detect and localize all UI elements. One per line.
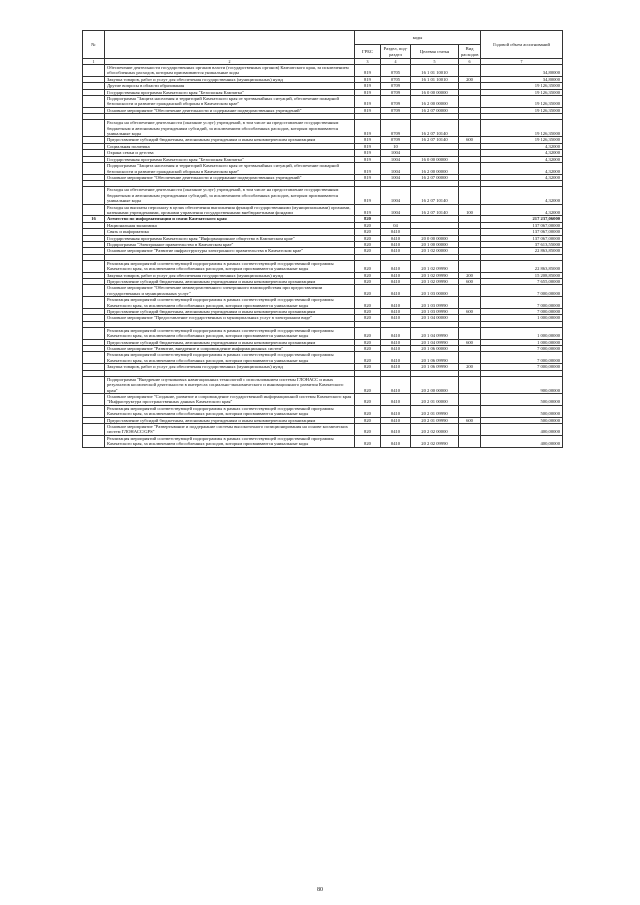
row-grbs: 820 (355, 364, 381, 370)
row-name: Социальная политика (105, 143, 355, 149)
row-vid: 200 (459, 272, 481, 278)
row-sum: 15 208,85000 (481, 272, 563, 278)
row-name: Основное мероприятие "Создание, развитие и сопровождение государственной информационной системы Камчатского края "Инфраструктура пространственных данных Камчатского края" (105, 393, 355, 405)
row-target-article: 20 1 02 09990 (411, 260, 459, 272)
row-name: Расходы на обеспечение деятельности (оказание услуг) учреждений, в том числе на предоставление государственным бюджетным и автономным учреждениям субсидий, за исключением обособленных расходов, которым присваиваются уникальные коды (105, 120, 355, 137)
row-grbs: 820 (355, 339, 381, 345)
row-target-article: 20 1 04 09990 (411, 339, 459, 345)
row-name: Основное мероприятие "Предоставление государственных и муниципальных услуг в электронном виде" (105, 315, 355, 321)
row-vid (459, 435, 481, 447)
row-razdel: 1004 (381, 163, 411, 175)
row-sum: 400,00000 (481, 435, 563, 447)
row-name: Основное мероприятие "Обеспечение межведомственного электронного взаимодействия при предоставлении государственных и муниципальных услуг" (105, 285, 355, 297)
col-number: 6 (459, 59, 481, 65)
row-target-article: 20 1 06 09990 (411, 352, 459, 364)
row-razdel: 0410 (381, 241, 411, 247)
row-razdel: 0410 (381, 327, 411, 339)
row-number (83, 96, 105, 108)
row-sum: 137 067,00000 (481, 222, 563, 228)
row-target-article: 20 1 02 09990 (411, 272, 459, 278)
row-name: Государственная программа Камчатского края "Безопасная Камчатка" (105, 89, 355, 95)
row-vid (459, 423, 481, 435)
budget-table-page (82, 30, 562, 448)
row-target-article: 20 1 04 09990 (411, 327, 459, 339)
row-grbs: 819 (355, 150, 381, 156)
row-razdel: 0410 (381, 364, 411, 370)
row-grbs: 820 (355, 376, 381, 393)
row-grbs: 820 (355, 435, 381, 447)
row-razdel: 0410 (381, 315, 411, 321)
row-grbs: 820 (355, 405, 381, 417)
row-target-article: 20 2 01 00000 (411, 393, 459, 405)
row-grbs: 820 (355, 235, 381, 241)
row-sum: 7 000,00000 (481, 285, 563, 297)
row-sum: 22 863,85000 (481, 260, 563, 272)
row-sum: 217 237,06000 (481, 216, 563, 222)
table-row (83, 423, 563, 435)
table-body (83, 65, 563, 448)
row-sum: 137 067,00000 (481, 235, 563, 241)
table-row (83, 352, 563, 364)
row-vid (459, 327, 481, 339)
row-vid: 600 (459, 309, 481, 315)
row-razdel: 0410 (381, 235, 411, 241)
row-name: Реализация мероприятий соответствующей подпрограммы в рамках соответствующей государственной программы Камчатского края, за исключением обособленных расходов, которым присваиваются уникальные коды (105, 327, 355, 339)
row-grbs: 820 (355, 417, 381, 423)
row-sum: 7 000,00000 (481, 364, 563, 370)
row-grbs: 819 (355, 156, 381, 162)
row-vid: 100 (459, 204, 481, 216)
row-number (83, 285, 105, 297)
row-sum: 19 126,35000 (481, 83, 563, 89)
row-grbs: 820 (355, 423, 381, 435)
row-razdel: 0410 (381, 435, 411, 447)
row-number (83, 393, 105, 405)
row-razdel: 0410 (381, 405, 411, 417)
table-row (83, 96, 563, 108)
row-name: Подпрограмма "Внедрение спутниковых навигационных технологий с использованием системы ГЛОНАСС и иных результатов космической деятельности в интересах социально-экономического и инновационного развития Камчатского края" (105, 376, 355, 393)
row-name: Реализация мероприятий соответствующей подпрограммы в рамках соответствующей государственной программы Камчатского края, за исключением обособленных расходов, которым присваиваются уникальные коды (105, 352, 355, 364)
row-grbs: 819 (355, 163, 381, 175)
table-row (83, 376, 563, 393)
row-name: Охрана семьи и детства (105, 150, 355, 156)
row-razdel: 0410 (381, 346, 411, 352)
row-sum: 500,00000 (481, 405, 563, 417)
col-number: 4 (381, 59, 411, 65)
row-sum: 500,00000 (481, 393, 563, 405)
row-vid (459, 376, 481, 393)
row-grbs: 819 (355, 65, 381, 77)
row-sum: 4,32000 (481, 204, 563, 216)
table-row (83, 393, 563, 405)
row-target-article: 20 2 02 00000 (411, 423, 459, 435)
row-target-article: 16 2 07 00000 (411, 107, 459, 113)
row-grbs: 820 (355, 279, 381, 285)
row-target-article: 16 1 01 10010 (411, 65, 459, 77)
header-volume: Годовой объем ассигнований (481, 31, 563, 59)
row-vid: 200 (459, 76, 481, 82)
row-grbs: 820 (355, 346, 381, 352)
row-target-article: 20 1 03 00000 (411, 285, 459, 297)
row-razdel: 1004 (381, 174, 411, 180)
row-vid (459, 297, 481, 309)
row-razdel: 0410 (381, 272, 411, 278)
row-name: Основное мероприятие "Обеспечение деятельности и содержание подведомственных учреждений" (105, 174, 355, 180)
row-sum: 4,32000 (481, 187, 563, 204)
col-number: 3 (355, 59, 381, 65)
row-razdel: 0410 (381, 339, 411, 345)
row-razdel: 0709 (381, 120, 411, 137)
row-sum: 19 126,35000 (481, 107, 563, 113)
row-sum: 4,32000 (481, 156, 563, 162)
row-name: Другие вопросы в области образования (105, 83, 355, 89)
row-grbs: 820 (355, 222, 381, 228)
row-grbs: 819 (355, 76, 381, 82)
row-sum: 400,00000 (481, 423, 563, 435)
row-name: Закупка товаров, работ и услуг для обеспечения государственных (муниципальных) нужд (105, 76, 355, 82)
row-razdel: 0709 (381, 83, 411, 89)
row-target-article: 16 2 07 10140 (411, 204, 459, 216)
row-name: Обеспечение деятельности государственных органов власти (государственных органов) Камчатского края, за исключением обособленных расходов, которым присваиваются уникальные коды (105, 65, 355, 77)
table-row (83, 120, 563, 137)
row-razdel: 10 (381, 143, 411, 149)
row-name: Государственная программа Камчатского края "Безопасная Камчатка" (105, 156, 355, 162)
row-grbs: 820 (355, 393, 381, 405)
row-razdel: 1004 (381, 187, 411, 204)
row-target-article: 20 1 00 00000 (411, 241, 459, 247)
row-razdel: 0709 (381, 107, 411, 113)
row-grbs: 820 (355, 327, 381, 339)
row-grbs: 820 (355, 241, 381, 247)
row-grbs: 820 (355, 315, 381, 321)
row-sum: 34,80000 (481, 65, 563, 77)
row-grbs: 820 (355, 297, 381, 309)
row-number (83, 352, 105, 364)
header-codes: коды (355, 31, 481, 45)
header-target: Целевая статья (411, 45, 459, 59)
row-number: 16 (83, 216, 105, 222)
row-sum: 19 126,35000 (481, 89, 563, 95)
row-name: Предоставление субсидий бюджетным, автономным учреждениям и иным некоммерческим организациям (105, 137, 355, 143)
row-target-article: 16 2 07 10140 (411, 137, 459, 143)
row-name: Закупка товаров, работ и услуг для обеспечения государственных (муниципальных) нужд (105, 272, 355, 278)
row-target-article: 16 2 07 10140 (411, 120, 459, 137)
row-sum: 19 126,35000 (481, 137, 563, 143)
row-razdel: 0410 (381, 376, 411, 393)
row-name: Национальная экономика (105, 222, 355, 228)
row-number (83, 260, 105, 272)
row-sum: 7 000,00000 (481, 309, 563, 315)
header-grbs: ГРБС (355, 45, 381, 59)
row-razdel: 0709 (381, 96, 411, 108)
row-razdel: 0410 (381, 417, 411, 423)
row-grbs: 820 (355, 216, 381, 222)
row-name: Предоставление субсидий бюджетным, автономным учреждениям и иным некоммерческим организациям (105, 417, 355, 423)
row-target-article: 16 2 07 00000 (411, 174, 459, 180)
row-sum: 1 000,00000 (481, 339, 563, 345)
row-razdel: 0410 (381, 393, 411, 405)
row-number (83, 204, 105, 216)
row-vid: 600 (459, 137, 481, 143)
table-row (83, 187, 563, 204)
row-target-article: 20 1 03 09990 (411, 309, 459, 315)
row-vid (459, 352, 481, 364)
row-sum: 1 000,00000 (481, 327, 563, 339)
row-target-article: 20 0 00 00000 (411, 235, 459, 241)
row-grbs: 819 (355, 120, 381, 137)
row-grbs: 819 (355, 187, 381, 204)
row-vid (459, 96, 481, 108)
row-vid (459, 65, 481, 77)
row-target-article: 20 2 02 09990 (411, 435, 459, 447)
col-number: 5 (411, 59, 459, 65)
row-name: Подпрограмма "Защита населения и территорий Камчатского края от чрезвычайных ситуаций, обеспечение пожарной безопасности и развитие гражданской обороны в Камчатском крае" (105, 96, 355, 108)
row-razdel: 0410 (381, 285, 411, 297)
row-sum: 19 126,35000 (481, 96, 563, 108)
row-grbs: 819 (355, 107, 381, 113)
row-name: Реализация мероприятий соответствующей подпрограммы в рамках соответствующей государственной программы Камчатского края, за исключением обособленных расходов, которым присваиваются уникальные коды (105, 260, 355, 272)
row-name: Предоставление субсидий бюджетным, автономным учреждениям и иным некоммерческим организациям (105, 309, 355, 315)
row-name: Предоставление субсидий бюджетным, автономным учреждениям и иным некоммерческим организациям (105, 339, 355, 345)
row-sum: 22 863,85000 (481, 248, 563, 254)
table-row (83, 297, 563, 309)
row-razdel: 0410 (381, 423, 411, 435)
row-grbs: 820 (355, 229, 381, 235)
row-sum: 7 000,00000 (481, 297, 563, 309)
row-vid (459, 260, 481, 272)
table-row (83, 204, 563, 216)
table-row (83, 285, 563, 297)
row-sum: 4,32000 (481, 174, 563, 180)
table-row (83, 435, 563, 447)
row-number (83, 297, 105, 309)
row-vid (459, 120, 481, 137)
row-vid (459, 187, 481, 204)
row-target-article: 20 1 06 00000 (411, 346, 459, 352)
row-name: Государственная программа Камчатского края "Информационное общество в Камчатском крае" (105, 235, 355, 241)
row-razdel: 0410 (381, 297, 411, 309)
row-number (83, 435, 105, 447)
row-number (83, 423, 105, 435)
row-vid: 600 (459, 279, 481, 285)
row-sum: 4,32000 (481, 143, 563, 149)
row-target-article: 20 1 02 09990 (411, 279, 459, 285)
row-target-article: 16 2 00 00000 (411, 163, 459, 175)
row-number (83, 376, 105, 393)
row-razdel: 1004 (381, 156, 411, 162)
row-grbs: 819 (355, 137, 381, 143)
row-name: Реализация мероприятий соответствующей подпрограммы в рамках соответствующей государственной программы Камчатского края, за исключением обособленных расходов, которым присваиваются уникальные коды (105, 297, 355, 309)
col-number: 7 (481, 59, 563, 65)
row-name: Предоставление субсидий бюджетным, автономным учреждениям и иным некоммерческим организациям (105, 279, 355, 285)
row-sum: 137 067,00000 (481, 229, 563, 235)
row-grbs: 820 (355, 309, 381, 315)
row-razdel: 1004 (381, 204, 411, 216)
header-razdel: Раздел, под-раздел (381, 45, 411, 59)
row-grbs: 820 (355, 260, 381, 272)
row-target-article: 20 1 04 00000 (411, 315, 459, 321)
row-razdel: 1004 (381, 150, 411, 156)
row-razdel: 0705 (381, 76, 411, 82)
table-row (83, 405, 563, 417)
row-sum: 19 126,35000 (481, 120, 563, 137)
budget-table (82, 30, 563, 448)
row-grbs: 820 (355, 352, 381, 364)
header-num: № (83, 31, 105, 59)
row-sum: 7 000,00000 (481, 352, 563, 364)
row-name: Закупка товаров, работ и услуг для обеспечения государственных (муниципальных) нужд (105, 364, 355, 370)
table-row (83, 163, 563, 175)
row-grbs: 819 (355, 204, 381, 216)
row-grbs: 820 (355, 272, 381, 278)
row-target-article: 16 0 00 00000 (411, 156, 459, 162)
row-grbs: 820 (355, 248, 381, 254)
row-vid (459, 285, 481, 297)
row-grbs: 819 (355, 96, 381, 108)
row-name: Реализация мероприятий соответствующей подпрограммы в рамках соответствующей государственной программы Камчатского края, за исключением обособленных расходов, которым присваиваются уникальные коды (105, 435, 355, 447)
row-razdel: 0410 (381, 309, 411, 315)
row-number (83, 327, 105, 339)
table-row (83, 327, 563, 339)
row-razdel: 0410 (381, 248, 411, 254)
col-number: 2 (105, 59, 355, 65)
row-razdel: 0709 (381, 89, 411, 95)
row-name: Агентство по информатизации и связи Камчатского края (105, 216, 355, 222)
row-razdel: 0705 (381, 65, 411, 77)
row-number (83, 405, 105, 417)
row-name: Основное мероприятие "Развертывание и поддержание системы высокоточного позиционирования на основе космических систем ГЛОНАСС/GPS" (105, 423, 355, 435)
row-razdel: 0410 (381, 229, 411, 235)
row-name: Основное мероприятие "Обеспечение деятельности и содержание подведомственных учреждений" (105, 107, 355, 113)
row-target-article: 16 0 00 00000 (411, 89, 459, 95)
row-target-article: 20 2 01 09990 (411, 405, 459, 417)
row-target-article: 16 2 00 00000 (411, 96, 459, 108)
row-sum: 1 000,00000 (481, 315, 563, 321)
row-name: Подпрограмма "Защита населения и территорий Камчатского края от чрезвычайных ситуаций, обеспечение пожарной безопасности и развитие гражданской обороны в Камчатском крае" (105, 163, 355, 175)
row-target-article: 16 2 07 10140 (411, 187, 459, 204)
row-vid (459, 393, 481, 405)
row-name: Расходы на обеспечение деятельности (оказание услуг) учреждений, в том числе на предоставление государственным бюджетным и автономным учреждениям субсидий, за исключением обособленных расходов, которым присваиваются уникальные коды (105, 187, 355, 204)
row-grbs: 819 (355, 89, 381, 95)
col-number: 1 (83, 59, 105, 65)
row-razdel: 0709 (381, 137, 411, 143)
row-name: Расходы на выплаты персоналу в целях обеспечения выполнения функций государственными (муниципальными) органами, казенными учреждениями, органами управления государственными внебюджетными фондами (105, 204, 355, 216)
row-vid (459, 163, 481, 175)
row-target-article: 20 1 02 00000 (411, 248, 459, 254)
row-number (83, 187, 105, 204)
row-name: Реализация мероприятий соответствующей подпрограммы в рамках соответствующей государственной программы Камчатского края, за исключением обособленных расходов, которым присваиваются уникальные коды (105, 405, 355, 417)
row-sum: 500,00000 (481, 417, 563, 423)
row-sum: 7 000,00000 (481, 346, 563, 352)
row-razdel: 0410 (381, 260, 411, 272)
header-vid: Вид расходов (459, 45, 481, 59)
row-vid (459, 405, 481, 417)
row-number (83, 65, 105, 77)
page-number: 80 (317, 887, 323, 893)
header-name (105, 31, 355, 59)
row-target-article: 20 2 00 00000 (411, 376, 459, 393)
row-grbs: 819 (355, 143, 381, 149)
row-number (83, 163, 105, 175)
row-name: Основное мероприятие "Развитие инфраструктуры электронного правительства в Камчатском крае" (105, 248, 355, 254)
row-sum: 4,32000 (481, 150, 563, 156)
row-vid: 200 (459, 364, 481, 370)
row-name: Основное мероприятие "Развитие, внедрение и сопровождение информационных систем" (105, 346, 355, 352)
row-grbs: 819 (355, 83, 381, 89)
row-vid: 600 (459, 417, 481, 423)
row-target-article: 20 1 06 09990 (411, 364, 459, 370)
row-razdel: 0410 (381, 279, 411, 285)
row-razdel: 0410 (381, 352, 411, 364)
table-row (83, 65, 563, 77)
row-sum: 37 613,55000 (481, 241, 563, 247)
row-target-article: 20 1 03 09990 (411, 297, 459, 309)
row-vid: 600 (459, 339, 481, 345)
row-sum: 4,32000 (481, 163, 563, 175)
row-name: Подпрограмма "Электронное правительство в Камчатском крае" (105, 241, 355, 247)
row-target-article: 16 1 01 10010 (411, 76, 459, 82)
row-number (83, 120, 105, 137)
row-sum: 900,00000 (481, 376, 563, 393)
row-sum: 34,80000 (481, 76, 563, 82)
row-razdel: 04 (381, 222, 411, 228)
row-target-article: 20 2 01 09990 (411, 417, 459, 423)
row-grbs: 819 (355, 174, 381, 180)
row-name: Связь и информатика (105, 229, 355, 235)
table-row (83, 260, 563, 272)
row-grbs: 820 (355, 285, 381, 297)
row-sum: 7 655,00000 (481, 279, 563, 285)
